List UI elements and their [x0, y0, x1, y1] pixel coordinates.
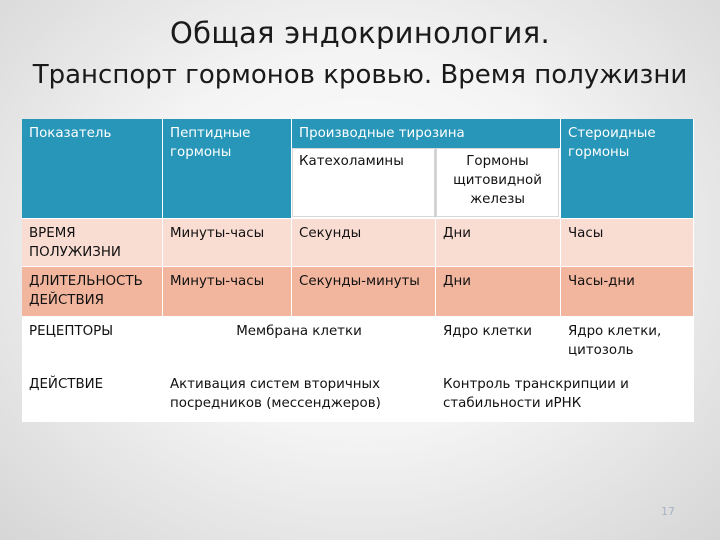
- row-label-action: ДЕЙСТВИЕ: [22, 370, 163, 422]
- header-peptide-hormones: Пептидные гормоны: [163, 119, 292, 219]
- cell-duration-catecholamines: Секунды-минуты: [292, 267, 436, 317]
- header-tyrosine-derivatives: [292, 119, 561, 219]
- header-thyroid-hormones: Гормоны щитовидной железы: [436, 148, 560, 218]
- cell-action-transcription-control: Контроль транскрипции и стабильности иРНК: [436, 370, 694, 422]
- header-steroid-hormones: Стероидные гормоны: [561, 119, 694, 219]
- cell-duration-peptide: Минуты-часы: [163, 267, 292, 317]
- row-label-half-life: ВРЕМЯ ПОЛУЖИЗНИ: [22, 219, 163, 267]
- hormone-comparison-table: [22, 119, 694, 422]
- cell-half-life-steroid: Часы: [561, 219, 694, 267]
- cell-duration-thyroid: Дни: [436, 267, 561, 317]
- row-label-duration: ДЛИТЕЛЬНОСТЬ ДЕЙСТВИЯ: [22, 267, 163, 317]
- header-catecholamines: Катехоламины: [292, 148, 436, 218]
- slide-title-line1: Общая эндокринология.: [170, 16, 550, 50]
- cell-receptors-membrane: Мембрана клетки: [163, 317, 436, 370]
- cell-half-life-peptide: Минуты-часы: [163, 219, 292, 267]
- slide-title-line2: Транспорт гормонов кровью. Время полужизни: [32, 60, 688, 90]
- cell-half-life-catecholamines: Секунды: [292, 219, 436, 267]
- page-number: 17: [661, 505, 675, 518]
- header-tyrosine-subcolumns: [292, 148, 560, 218]
- cell-duration-steroid: Часы-дни: [561, 267, 694, 317]
- cell-half-life-thyroid: Дни: [436, 219, 561, 267]
- header-indicator: Показатель: [22, 119, 163, 219]
- cell-action-second-messengers: Активация систем вторичных посредников (мессенджеров): [163, 370, 436, 422]
- header-tyrosine-label: Производные тирозина: [299, 126, 465, 141]
- cell-receptors-steroid: Ядро клетки, цитозоль: [561, 317, 694, 370]
- row-label-receptors: РЕЦЕПТОРЫ: [22, 317, 163, 370]
- cell-receptors-thyroid: Ядро клетки: [436, 317, 561, 370]
